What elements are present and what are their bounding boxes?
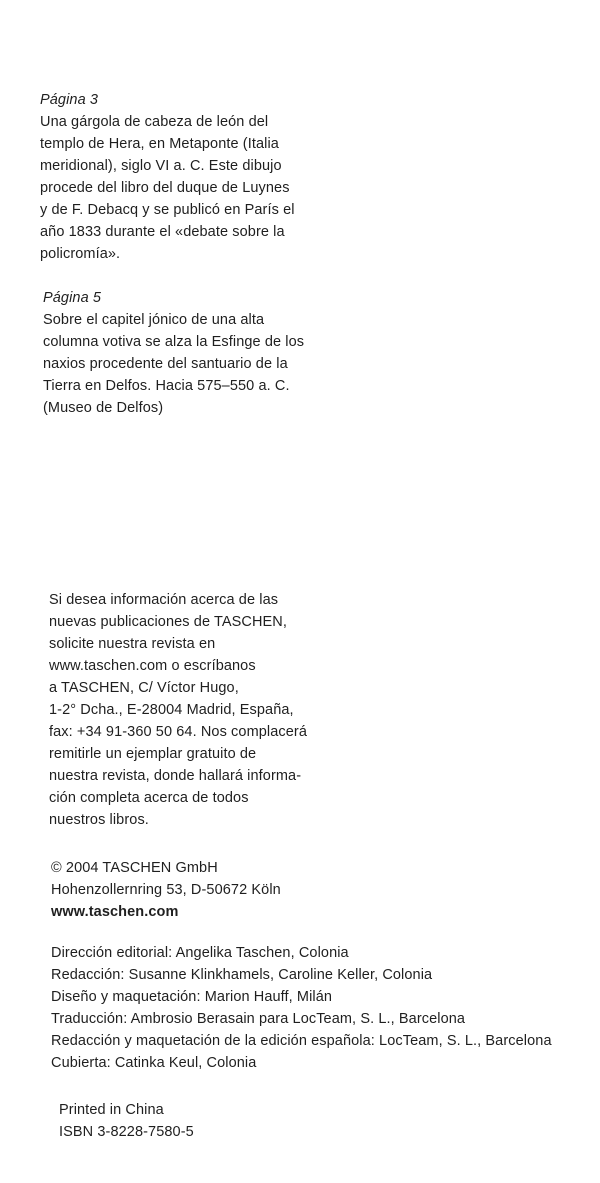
caption-line: naxios procedente del santuario de la	[43, 356, 288, 372]
caption-line: meridional), siglo VI a. C. Este dibujo	[40, 158, 282, 174]
caption-line: año 1833 durante el «debate sobre la	[40, 224, 285, 240]
credit-line: Dirección editorial: Angelika Taschen, Colonia	[51, 945, 349, 961]
caption-line: Tierra en Delfos. Hacia 575–550 a. C.	[43, 378, 290, 394]
info-line: 1-2° Dcha., E-28004 Madrid, España,	[49, 702, 294, 718]
printed-in: Printed in China	[59, 1102, 164, 1118]
copyright-notice: © 2004 TASCHEN GmbH	[51, 860, 218, 876]
caption-line: procede del libro del duque de Luynes	[40, 180, 290, 196]
caption-line: y de F. Debacq y se publicó en París el	[40, 202, 295, 218]
info-line: www.taschen.com o escríbanos	[49, 658, 256, 674]
isbn: ISBN 3-8228-7580-5	[59, 1124, 194, 1140]
info-line: a TASCHEN, C/ Víctor Hugo,	[49, 680, 239, 696]
publisher-address: Hohenzollernring 53, D-50672 Köln	[51, 882, 281, 898]
info-line: remitirle un ejemplar gratuito de	[49, 746, 257, 762]
caption-line: templo de Hera, en Metaponte (Italia	[40, 136, 279, 152]
copyright-block	[51, 857, 281, 923]
caption-heading: Página 5	[43, 290, 102, 306]
info-line: nuestra revista, donde hallará informa-	[49, 768, 302, 784]
credit-line: Diseño y maquetación: Marion Hauff, Milán	[51, 989, 333, 1005]
info-line: fax: +34 91-360 50 64. Nos complacerá	[49, 724, 308, 740]
caption-line: (Museo de Delfos)	[43, 400, 164, 416]
info-line: ción completa acerca de todos	[49, 790, 249, 806]
credit-line: Redacción: Susanne Klinkhamels, Caroline Keller, Colonia	[51, 967, 433, 983]
credits-list	[51, 942, 552, 1074]
caption-line: Sobre el capitel jónico de una alta	[43, 312, 265, 328]
caption-line: columna votiva se alza la Esfinge de los	[43, 334, 305, 350]
info-line: Si desea información acerca de las	[49, 592, 279, 608]
credit-line: Traducción: Ambrosio Berasain para LocTeam, S. L., Barcelona	[51, 1011, 466, 1027]
info-line: nuevas publicaciones de TASCHEN,	[49, 614, 288, 630]
credit-line: Redacción y maquetación de la edición española: LocTeam, S. L., Barcelona	[51, 1033, 552, 1049]
publisher-website: www.taschen.com	[51, 904, 179, 920]
caption-heading: Página 3	[40, 92, 99, 108]
caption-page-3	[40, 89, 295, 265]
caption-line: policromía».	[40, 246, 121, 262]
publisher-info-paragraph	[49, 589, 307, 831]
info-line: nuestros libros.	[49, 812, 149, 828]
printing-info	[59, 1099, 194, 1143]
credit-line: Cubierta: Catinka Keul, Colonia	[51, 1055, 257, 1071]
caption-line: Una gárgola de cabeza de león del	[40, 114, 269, 130]
info-line: solicite nuestra revista en	[49, 636, 216, 652]
caption-page-5	[43, 287, 304, 419]
